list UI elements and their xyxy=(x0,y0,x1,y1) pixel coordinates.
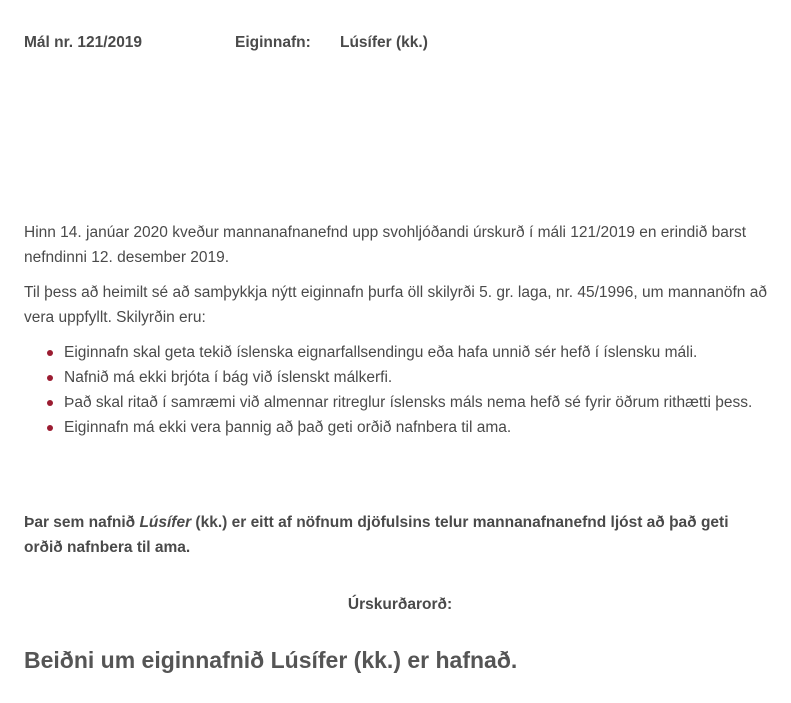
case-number: Mál nr. 121/2019 xyxy=(24,34,143,51)
bullet-icon xyxy=(47,375,53,381)
condition-text: Það skal ritað í samræmi við almennar ritreglur íslensks máls nema hefð sé fyrir öðrum rithætti þess. xyxy=(64,394,753,411)
condition-text: Eiginnafn má ekki vera þannig að það geti orðið nafnbera til ama. xyxy=(64,419,512,436)
condition-text: Nafnið má ekki brjóta í bág við íslenskt málkerfi. xyxy=(64,369,393,386)
given-name-label: Eiginnafn: xyxy=(235,34,311,51)
list-item xyxy=(64,415,791,440)
conclusion-text-start: Þar sem nafnið xyxy=(24,514,140,531)
list-item xyxy=(64,365,791,390)
list-item xyxy=(64,390,791,415)
conclusion-name: Lúsífer xyxy=(139,514,192,531)
conditions-intro-paragraph: Til þess að heimilt sé að samþykkja nýtt eiginnafn þurfa öll skilyrði 5. gr. laga, nr. 45/1996, um mannanöfn að vera uppfyllt. Skilyrðin eru: xyxy=(24,284,767,326)
case-header xyxy=(24,34,776,56)
ruling-heading: Úrskurðarorð: xyxy=(347,596,453,613)
conditions-list xyxy=(24,340,791,440)
bullet-icon xyxy=(47,350,53,356)
intro-paragraph: Hinn 14. janúar 2020 kveður mannanafnanefnd upp svohljóðandi úrskurð í máli 121/2019 en erindið barst nefndinni 12. desember 2019. xyxy=(24,224,747,266)
list-item xyxy=(64,340,791,365)
bullet-icon xyxy=(47,400,53,406)
ruling-text: Beiðni um eiginnafnið Lúsífer (kk.) er hafnað. xyxy=(24,647,518,673)
condition-text: Eiginnafn skal geta tekið íslenska eignarfallsendingu eða hafa unnið sér hefð í íslensku máli. xyxy=(64,344,698,361)
conclusion-text-end: (kk.) er eitt af nöfnum djöfulsins telur mannanafnanefnd ljóst að það geti orðið nafnbera til ama. xyxy=(24,514,729,556)
bullet-icon xyxy=(47,425,53,431)
given-name-value: Lúsífer (kk.) xyxy=(340,34,428,51)
conclusion-paragraph xyxy=(24,510,769,560)
